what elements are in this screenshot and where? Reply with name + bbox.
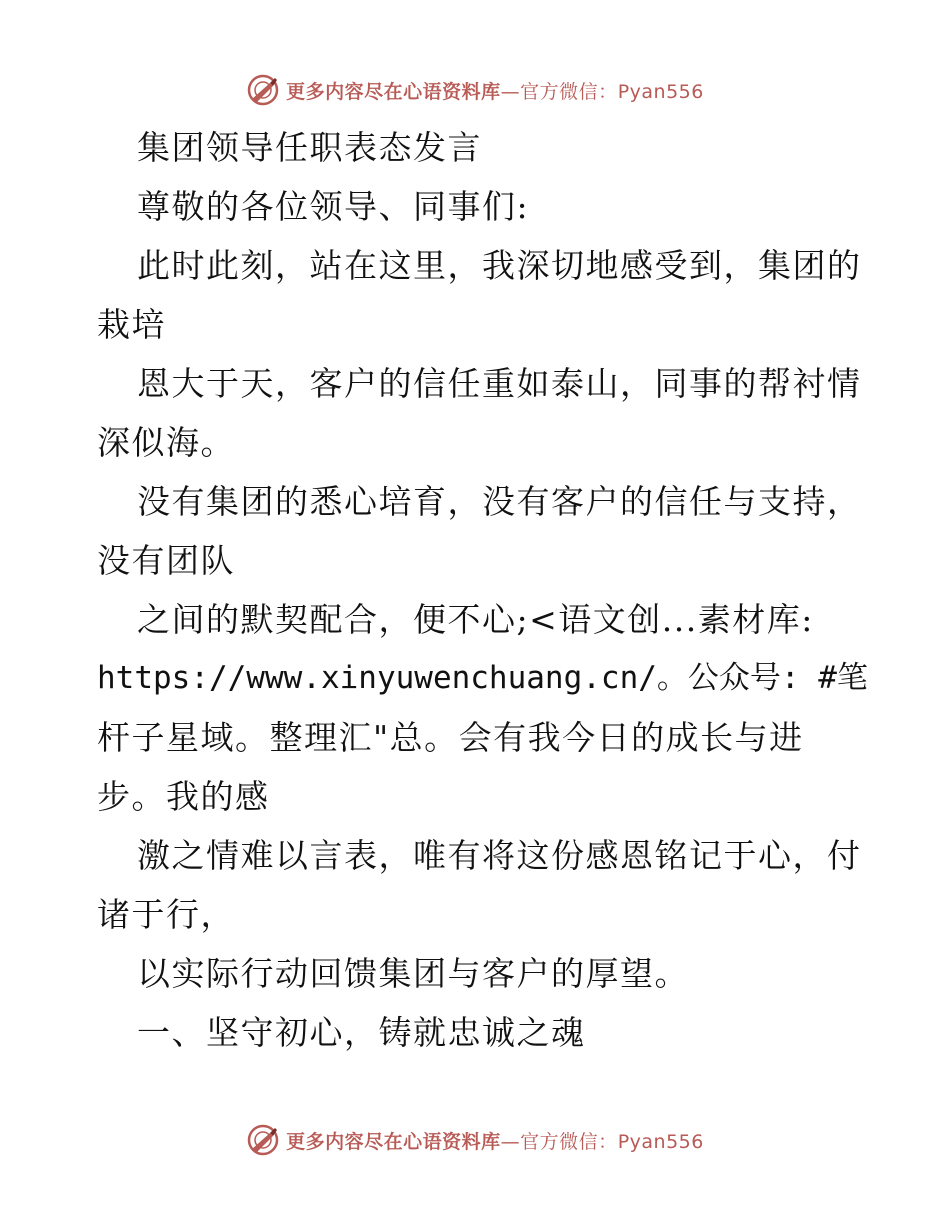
- doc-url-line: https://www.xinyuwenchuang.cn/。公众号: #笔: [97, 660, 868, 696]
- watermark-wechat-label: 官方微信：: [520, 80, 618, 103]
- watermark-site: 更多内容尽在心语资料库: [286, 1130, 501, 1153]
- watermark-wechat-id: Pyan556: [617, 1130, 704, 1153]
- doc-line: 此时此刻，站在这里，我深切地感受到，集团的: [137, 246, 862, 285]
- doc-line: 之间的默契配合，便不心;<语文创...素材库:: [137, 600, 814, 639]
- doc-line: 激之情难以言表，唯有将这份感恩铭记于心，付: [137, 836, 862, 875]
- doc-title: 集团领导任职表态发言: [137, 128, 482, 167]
- watermark-wechat-label: 官方微信：: [520, 1130, 618, 1153]
- watermark-site: 更多内容尽在心语资料库: [286, 80, 501, 103]
- watermark-wechat-id: Pyan556: [617, 80, 704, 103]
- doc-line: 诸于行，: [97, 895, 235, 934]
- doc-line: 步。我的感: [97, 777, 270, 816]
- logo-icon: [246, 1123, 280, 1157]
- watermark-dash: —: [500, 80, 521, 103]
- doc-line: 没有团队: [97, 541, 235, 580]
- watermark-text: [286, 1127, 704, 1154]
- doc-section-heading: 一、坚守初心，铸就忠诚之魂: [137, 1013, 586, 1052]
- doc-line: 杆子星域。整理汇"总。会有我今日的成长与进: [97, 718, 804, 757]
- watermark-text: [286, 77, 704, 104]
- watermark-dash: —: [500, 1130, 521, 1153]
- doc-line: 以实际行动回馈集团与客户的厚望。: [137, 954, 689, 993]
- watermark-banner-top: [0, 70, 950, 110]
- doc-line: 栽培: [97, 305, 166, 344]
- logo-icon: [246, 73, 280, 107]
- document-body: [97, 118, 868, 1062]
- watermark-banner-bottom: [0, 1120, 950, 1160]
- doc-line: 恩大于天，客户的信任重如泰山，同事的帮衬情: [137, 364, 862, 403]
- doc-line: 深似海。: [97, 423, 235, 462]
- doc-salutation: 尊敬的各位领导、同事们:: [137, 187, 530, 226]
- doc-line: 没有集团的悉心培育，没有客户的信任与支持，: [137, 482, 862, 521]
